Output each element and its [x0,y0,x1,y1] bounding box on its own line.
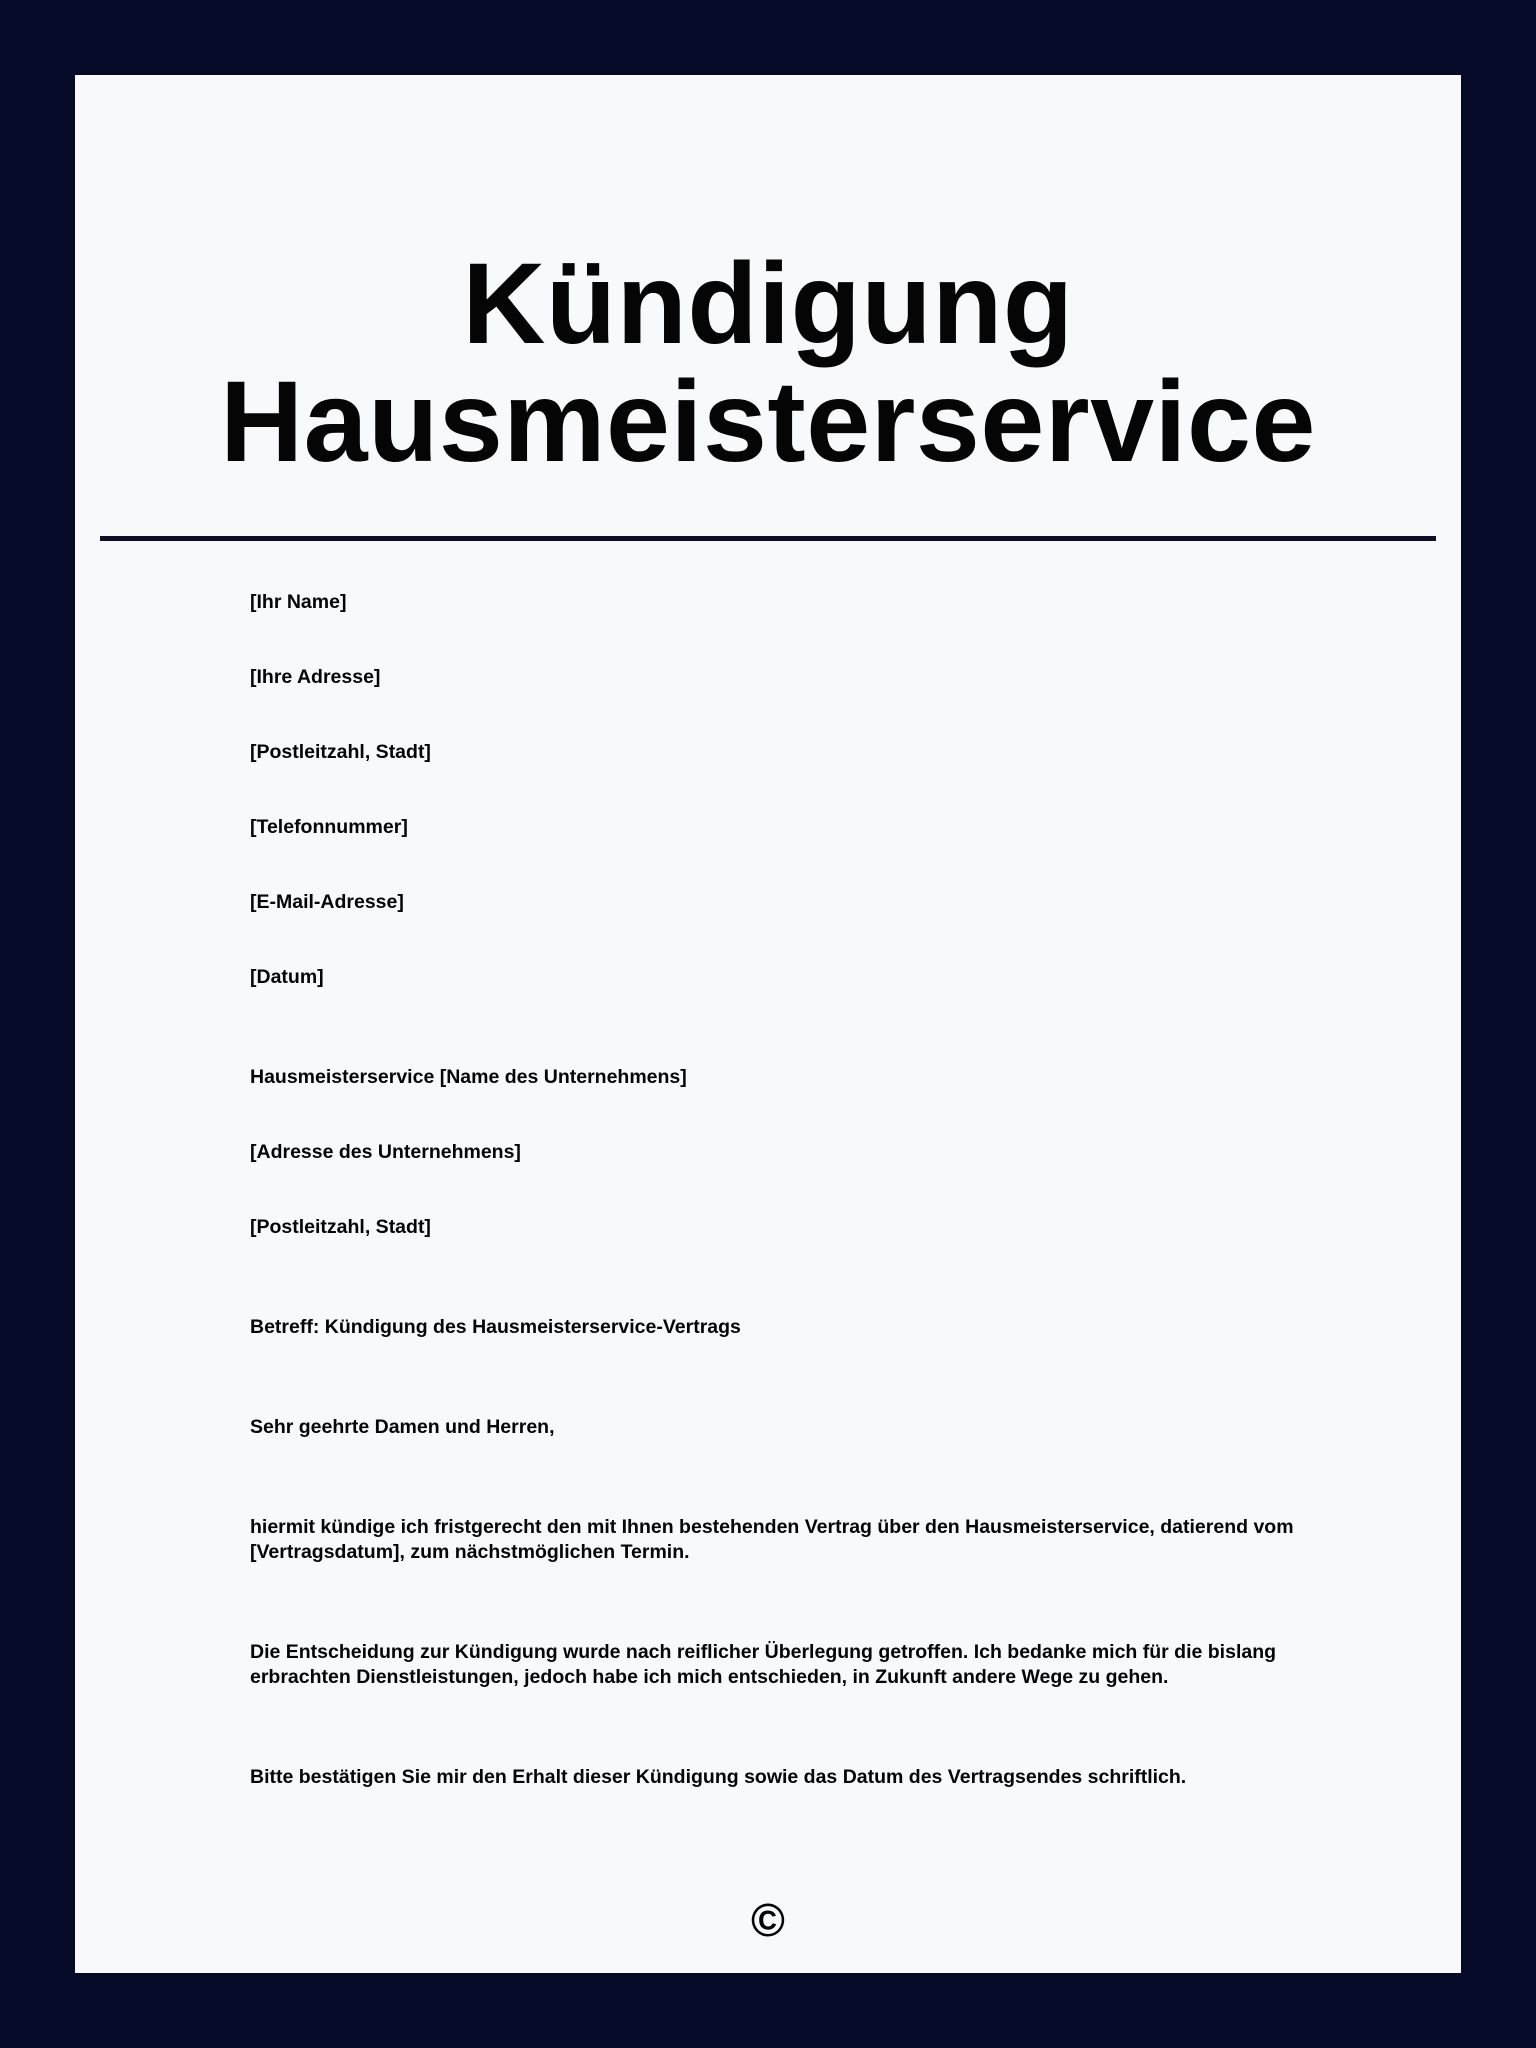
letter-paragraph-2: Die Entscheidung zur Kündigung wurde nach reiflicher Überlegung getroffen. Ich bedanke mich für die bislang erbrachten Dienstleistungen, jedoch habe ich mich entschieden, in Zukunft andere Wege zu gehen. [250,1641,1277,1688]
letter-paragraph-3: Bitte bestätigen Sie mir den Erhalt dieser Kündigung sowie das Datum des Vertragsendes schriftlich. [250,1766,1187,1788]
sender-email: [E-Mail-Adresse] [250,891,404,913]
document-title [75,240,1461,486]
sender-address: [Ihre Adresse] [250,666,381,688]
sender-phone: [Telefonnummer] [250,816,408,838]
letter-paragraph-1: hiermit kündige ich fristgerecht den mit Ihnen bestehenden Vertrag über den Hausmeisterservice, datierend vom [Vertragsdatum], zum nächstmöglichen Termin. [250,1516,1294,1563]
recipient-postal-city: [Postleitzahl, Stadt] [250,1216,431,1238]
sender-name: [Ihr Name] [250,591,347,613]
document-title-line-2: Hausmeisterservice [220,358,1316,486]
letter-date: [Datum] [250,966,324,988]
title-divider [100,536,1436,541]
recipient-company: Hausmeisterservice [Name des Unternehmens] [250,1066,687,1088]
document-page [75,75,1461,1973]
copyright-icon: © [751,1894,785,1946]
letter-subject: Betreff: Kündigung des Hausmeisterservice-Vertrags [250,1316,741,1338]
letter-salutation: Sehr geehrte Damen und Herren, [250,1416,555,1438]
sender-postal-city: [Postleitzahl, Stadt] [250,741,431,763]
recipient-address: [Adresse des Unternehmens] [250,1141,521,1163]
document-title-line-1: Kündigung [462,240,1074,368]
